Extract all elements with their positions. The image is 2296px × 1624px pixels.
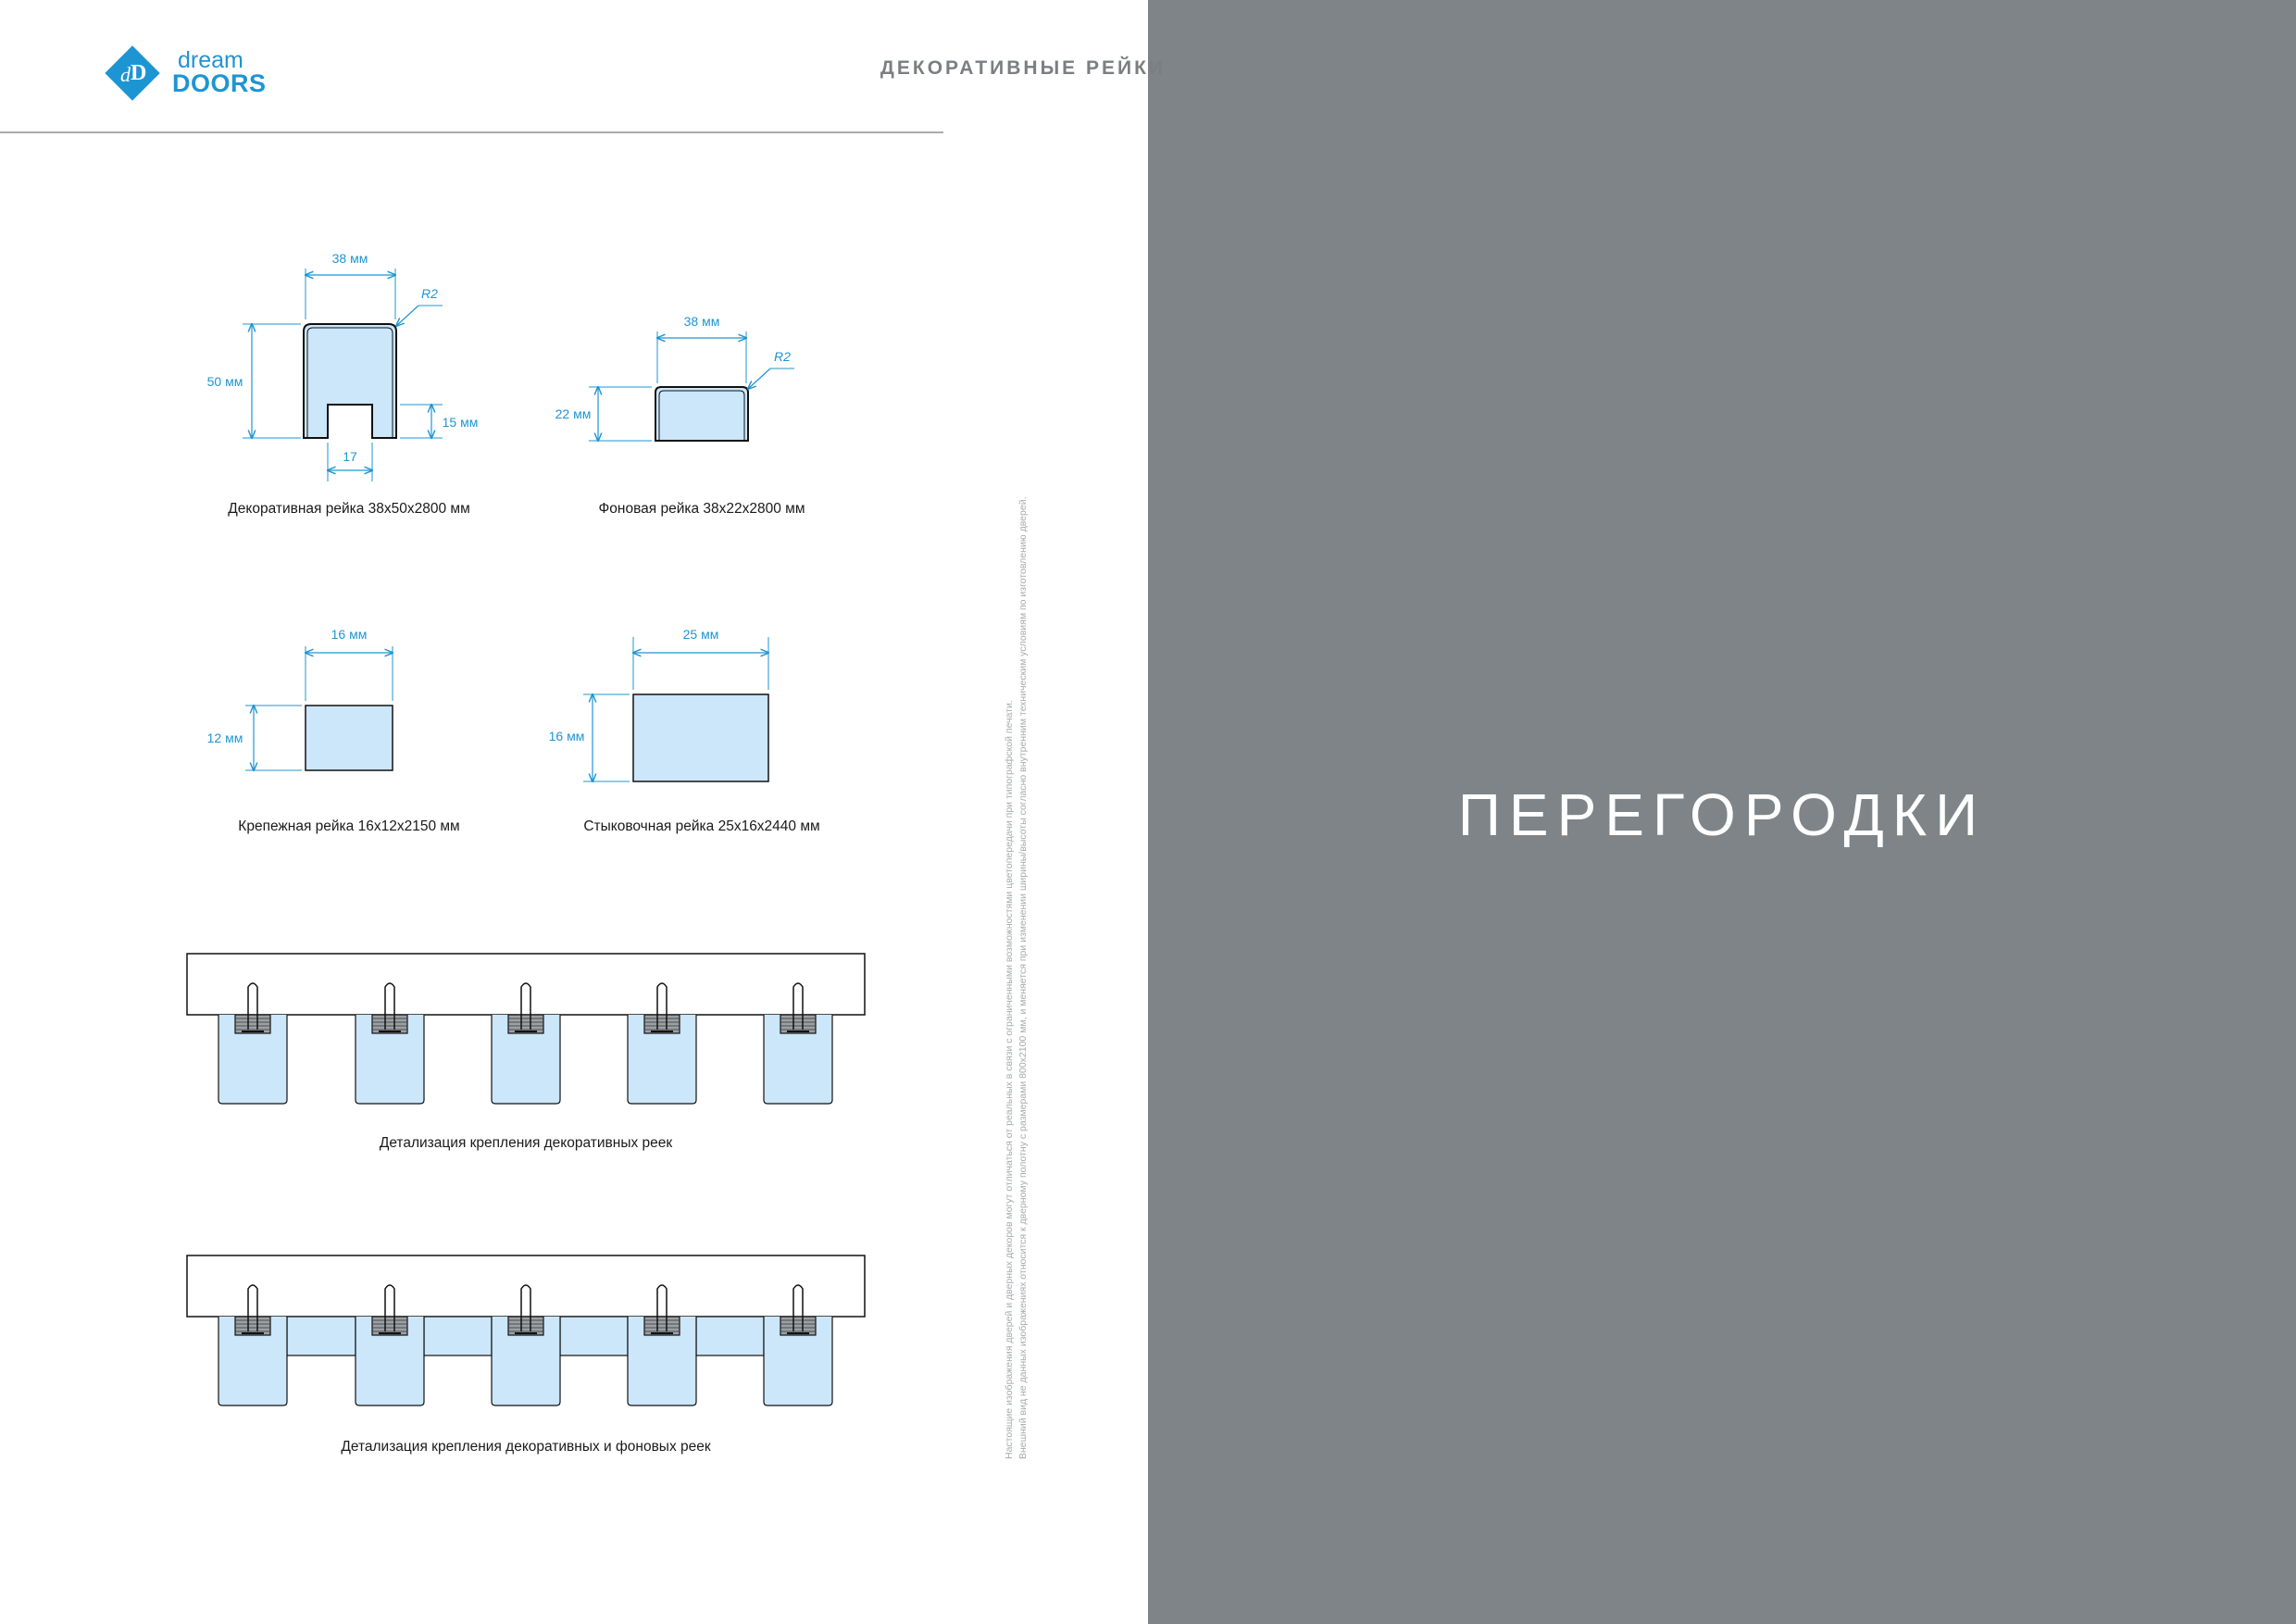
dim-p3-width: 16 мм	[331, 627, 368, 642]
background-rail	[560, 1317, 628, 1355]
caption-mounting-rail: Крепежная рейка 16х12х2150 мм	[238, 818, 460, 834]
background-rail	[287, 1317, 356, 1355]
dim-p3-height: 12 мм	[206, 731, 243, 745]
background-rail-profile	[589, 331, 794, 441]
section-title: ПЕРЕГОРОДКИ	[1457, 781, 1987, 848]
dim-p2-radius: R2	[774, 349, 791, 364]
svg-text:d: d	[120, 63, 131, 86]
vertical-disclaimer	[1003, 441, 1030, 1459]
dim-p1-slot-width: 17	[343, 449, 357, 464]
caption-background-rail: Фоновая рейка 38х22х2800 мм	[598, 501, 805, 517]
dim-p4-width: 25 мм	[682, 627, 719, 642]
page-header-title: ДЕКОРАТИВНЫЕ РЕЙКИ	[880, 57, 1166, 79]
dim-p1-slot-depth: 15 мм	[442, 415, 479, 430]
joining-rail-profile	[583, 637, 768, 781]
disclaimer-line-2: Внешний вид не данных изображениях относится к дверному полотну с размерами 800х2100 мм, и меняется при изменении ширины/высоты согласно внутренним техническим условиям по изготовлению дверей.	[1017, 496, 1029, 1459]
mounting-rail-profile	[245, 646, 393, 770]
dim-p1-width: 38 мм	[331, 251, 368, 266]
disclaimer-line-1: Настоящие изображения дверей и дверных декоров могут отличаться от реальных в связи с ограниченными возможностями цветопередачи при типографской печати.	[1004, 700, 1015, 1459]
svg-text:D: D	[131, 61, 147, 85]
dim-p2-width: 38 мм	[683, 314, 720, 329]
detail-decorative-background-mounting	[187, 1255, 865, 1405]
caption-detail-decorative-background: Детализация крепления декоративных и фоновых реек	[341, 1439, 711, 1455]
background-rail	[696, 1317, 764, 1355]
logo-text-doors: DOORS	[172, 69, 267, 97]
caption-decorative-rail: Декоративная рейка 38х50х2800 мм	[228, 501, 470, 517]
caption-detail-decorative: Детализация крепления декоративных реек	[379, 1135, 673, 1151]
dim-p1-radius: R2	[421, 286, 438, 301]
detail-decorative-mounting	[187, 954, 865, 1104]
background-rail	[424, 1317, 492, 1355]
dim-p2-height: 22 мм	[555, 406, 592, 421]
dim-p1-height: 50 мм	[206, 374, 243, 389]
dim-p4-height: 16 мм	[548, 729, 585, 743]
logo-text-dream: dream	[178, 47, 243, 73]
caption-joining-rail: Стыковочная рейка 25х16х2440 мм	[583, 818, 820, 834]
